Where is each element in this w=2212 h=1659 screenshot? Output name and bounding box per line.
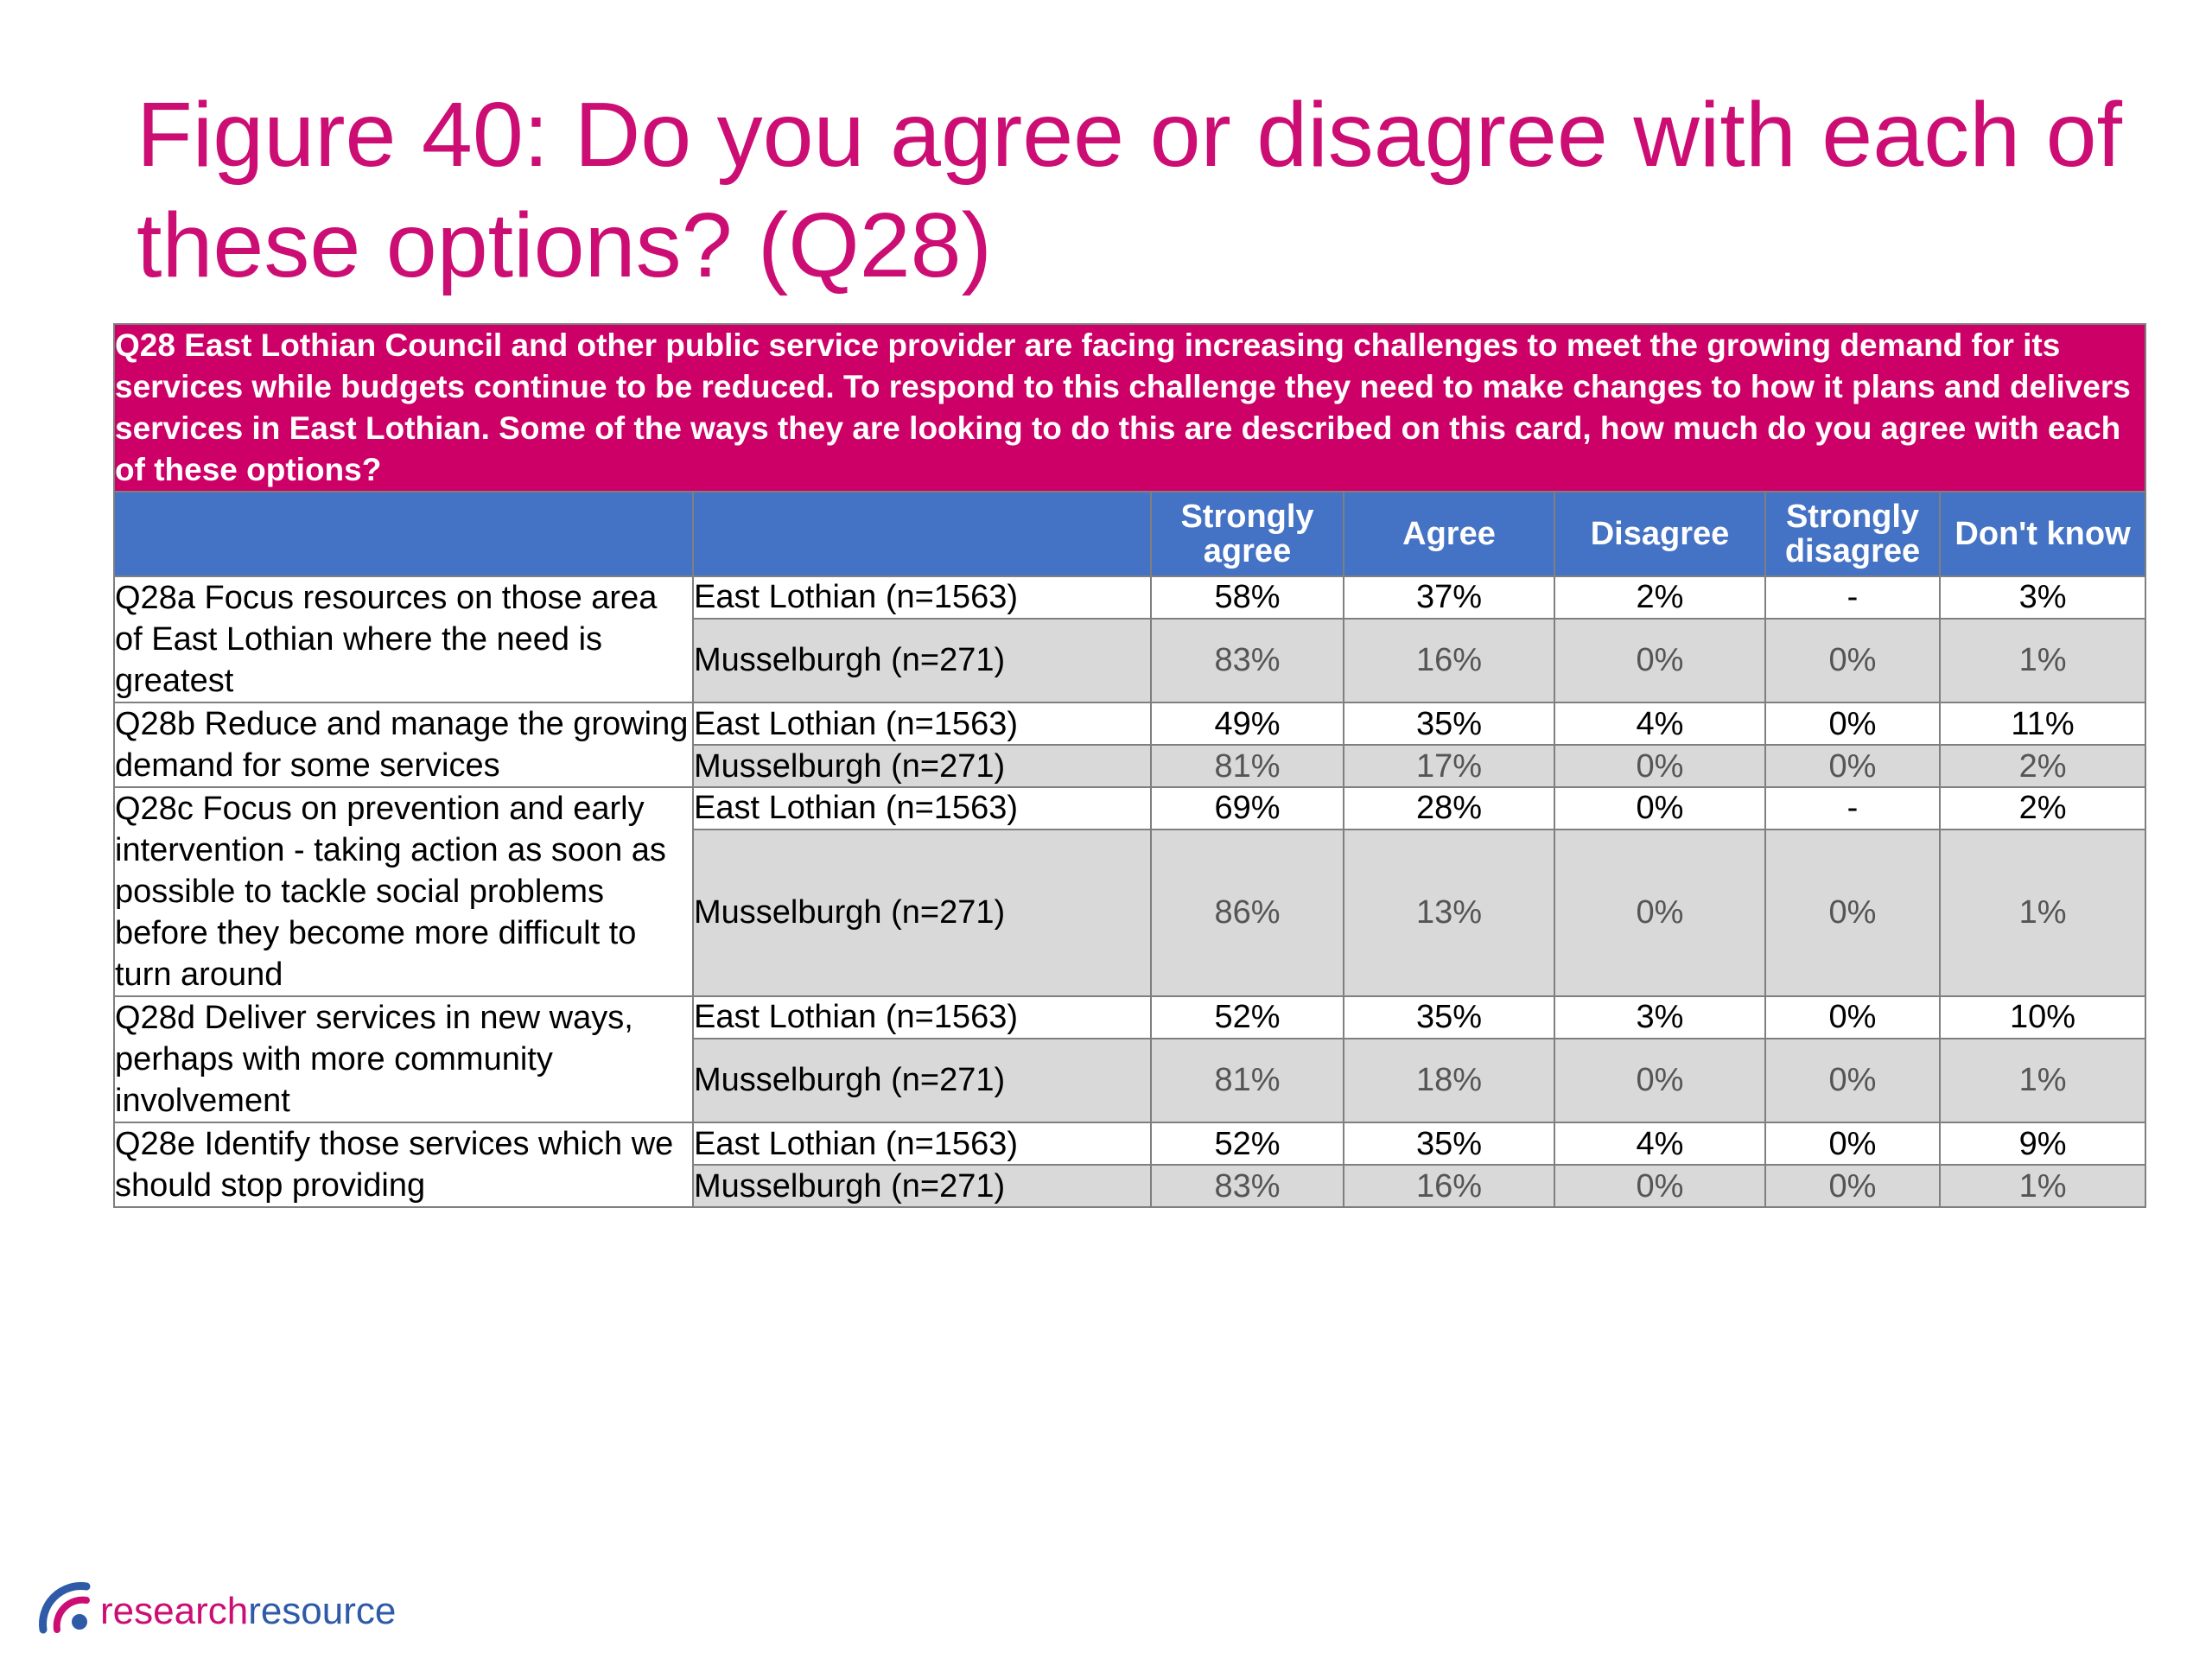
value-cell: 3% xyxy=(1940,576,2145,619)
value-cell: 13% xyxy=(1344,830,1554,996)
table-row xyxy=(114,576,2145,619)
table-row xyxy=(114,702,2145,745)
value-cell: 10% xyxy=(1940,996,2145,1039)
value-cell: 35% xyxy=(1344,702,1554,745)
value-cell: 4% xyxy=(1554,1122,1765,1165)
value-cell: 11% xyxy=(1940,702,2145,745)
value-cell: 2% xyxy=(1940,787,2145,830)
logo-word-research: research xyxy=(100,1590,249,1632)
value-cell: 0% xyxy=(1765,830,1940,996)
research-resource-logo-icon xyxy=(36,1574,97,1635)
group-label: Musselburgh (n=271) xyxy=(693,1165,1151,1207)
value-cell: 16% xyxy=(1344,1165,1554,1207)
option-label: Q28b Reduce and manage the growing demand for some services xyxy=(114,702,693,787)
value-cell: 9% xyxy=(1940,1122,2145,1165)
value-cell: 0% xyxy=(1554,619,1765,702)
value-cell: 0% xyxy=(1765,1122,1940,1165)
value-cell: 58% xyxy=(1151,576,1344,619)
group-label: East Lothian (n=1563) xyxy=(693,702,1151,745)
header-dont-know: Don't know xyxy=(1940,492,2145,576)
option-label: Q28e Identify those services which we should stop providing xyxy=(114,1122,693,1207)
value-cell: 2% xyxy=(1554,576,1765,619)
value-cell: 1% xyxy=(1940,830,2145,996)
value-cell: 81% xyxy=(1151,1039,1344,1122)
header-strongly-disagree: Strongly disagree xyxy=(1765,492,1940,576)
value-cell: 1% xyxy=(1940,1039,2145,1122)
value-cell: 16% xyxy=(1344,619,1554,702)
value-cell: 69% xyxy=(1151,787,1344,830)
option-label: Q28a Focus resources on those area of East Lothian where the need is greatest xyxy=(114,576,693,702)
header-disagree: Disagree xyxy=(1554,492,1765,576)
research-resource-logo xyxy=(36,1574,434,1635)
value-cell: 4% xyxy=(1554,702,1765,745)
value-cell: 52% xyxy=(1151,996,1344,1039)
group-label: East Lothian (n=1563) xyxy=(693,787,1151,830)
value-cell: 81% xyxy=(1151,745,1344,787)
header-blank-group xyxy=(693,492,1151,576)
value-cell: 86% xyxy=(1151,830,1344,996)
value-cell: 0% xyxy=(1554,787,1765,830)
option-label: Q28d Deliver services in new ways, perhaps with more community involvement xyxy=(114,996,693,1122)
option-label: Q28c Focus on prevention and early intervention - taking action as soon as possible to tackle social problems before they become more difficult to turn around xyxy=(114,787,693,996)
value-cell: 83% xyxy=(1151,1165,1344,1207)
value-cell: 0% xyxy=(1765,996,1940,1039)
logo-wordmark xyxy=(100,1590,396,1633)
value-cell: 35% xyxy=(1344,996,1554,1039)
value-cell: - xyxy=(1765,787,1940,830)
group-label: East Lothian (n=1563) xyxy=(693,576,1151,619)
group-label: East Lothian (n=1563) xyxy=(693,1122,1151,1165)
value-cell: 35% xyxy=(1344,1122,1554,1165)
group-label: East Lothian (n=1563) xyxy=(693,996,1151,1039)
value-cell: 1% xyxy=(1940,1165,2145,1207)
value-cell: 0% xyxy=(1765,1165,1940,1207)
column-header-row xyxy=(114,492,2145,576)
table-row xyxy=(114,787,2145,830)
value-cell: 0% xyxy=(1765,619,1940,702)
value-cell: 83% xyxy=(1151,619,1344,702)
value-cell: 0% xyxy=(1554,1165,1765,1207)
header-strongly-agree: Strongly agree xyxy=(1151,492,1344,576)
group-label: Musselburgh (n=271) xyxy=(693,1039,1151,1122)
value-cell: 0% xyxy=(1554,1039,1765,1122)
value-cell: 0% xyxy=(1765,1039,1940,1122)
table-row xyxy=(114,996,2145,1039)
value-cell: - xyxy=(1765,576,1940,619)
question-row xyxy=(114,324,2145,492)
logo-word-resource: resource xyxy=(248,1590,397,1632)
value-cell: 52% xyxy=(1151,1122,1344,1165)
group-label: Musselburgh (n=271) xyxy=(693,619,1151,702)
question-text: Q28 East Lothian Council and other public service provider are facing increasing challenges to meet the growing demand for its services while budgets continue to be reduced. To respond to this challenge they need to make changes to how it plans and delivers services in East Lothian. Some of the ways they are looking to do this are described on this card, how much do you agree with each of these options? xyxy=(114,324,2145,492)
value-cell: 18% xyxy=(1344,1039,1554,1122)
value-cell: 49% xyxy=(1151,702,1344,745)
header-agree: Agree xyxy=(1344,492,1554,576)
page-title: Figure 40: Do you agree or disagree with each of these options? (Q28) xyxy=(137,84,2122,296)
table-row xyxy=(114,1122,2145,1165)
value-cell: 28% xyxy=(1344,787,1554,830)
value-cell: 37% xyxy=(1344,576,1554,619)
value-cell: 0% xyxy=(1765,745,1940,787)
value-cell: 0% xyxy=(1554,745,1765,787)
group-label: Musselburgh (n=271) xyxy=(693,830,1151,996)
results-table xyxy=(113,323,2146,1208)
value-cell: 0% xyxy=(1765,702,1940,745)
group-label: Musselburgh (n=271) xyxy=(693,745,1151,787)
value-cell: 2% xyxy=(1940,745,2145,787)
header-blank-option xyxy=(114,492,693,576)
value-cell: 1% xyxy=(1940,619,2145,702)
value-cell: 0% xyxy=(1554,830,1765,996)
value-cell: 17% xyxy=(1344,745,1554,787)
value-cell: 3% xyxy=(1554,996,1765,1039)
